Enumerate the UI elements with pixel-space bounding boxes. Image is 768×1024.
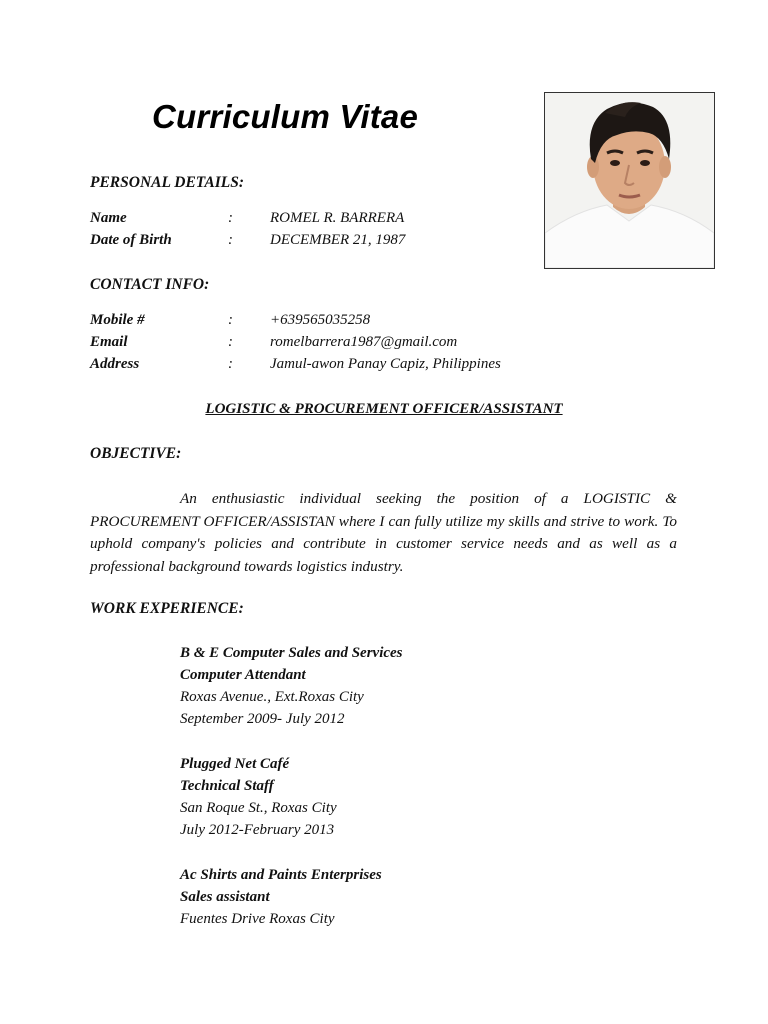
dob-label: Date of Birth: [90, 232, 172, 248]
email-value: romelbarrera1987@gmail.com: [270, 334, 458, 350]
dob-value: DECEMBER 21, 1987: [270, 232, 406, 248]
objective-text: An enthusiastic individual seeking the position of a LOGISTIC & PROCUREMENT OFFICER/ASSISTAN where I can fully utilize my skills and strive to work. To uphold company's policies and contribute in customer service needs and as well as a professional background towards logistics industry.: [90, 490, 677, 575]
name-value: ROMEL R. BARRERA: [270, 210, 405, 226]
job-role: Computer Attendant: [180, 667, 306, 683]
mobile-value: +639565035258: [270, 312, 371, 328]
mobile-label: Mobile #: [90, 312, 145, 328]
job-company: Ac Shirts and Paints Enterprises: [180, 867, 382, 883]
personal-details-heading: PERSONAL DETAILS:: [90, 174, 245, 191]
colon: :: [228, 312, 233, 328]
colon: :: [228, 232, 233, 248]
address-label: Address: [90, 356, 140, 372]
document-title: Curriculum Vitae: [152, 98, 419, 135]
name-label: Name: [90, 210, 127, 226]
job-role: Sales assistant: [180, 889, 270, 905]
colon: :: [228, 210, 233, 226]
address-value: Jamul-awon Panay Capiz, Philippines: [270, 356, 501, 372]
position-title: LOGISTIC & PROCUREMENT OFFICER/ASSISTANT: [205, 401, 563, 417]
work-entry: [180, 753, 337, 841]
contact-info-heading: CONTACT INFO:: [90, 276, 210, 293]
job-dates: July 2012-February 2013: [180, 822, 335, 838]
job-location: Roxas Avenue., Ext.Roxas City: [180, 689, 364, 705]
colon: :: [228, 334, 233, 350]
job-company: B & E Computer Sales and Services: [180, 645, 403, 661]
job-role: Technical Staff: [180, 778, 274, 794]
work-entry: [180, 642, 403, 730]
colon: :: [228, 356, 233, 372]
profile-photo: [544, 92, 715, 269]
job-location: Fuentes Drive Roxas City: [180, 911, 335, 927]
job-dates: September 2009- July 2012: [180, 711, 345, 727]
job-location: San Roque St., Roxas City: [180, 800, 337, 816]
objective-heading: OBJECTIVE:: [90, 445, 182, 462]
job-company: Plugged Net Café: [180, 756, 290, 772]
work-entry: [180, 864, 382, 930]
email-label: Email: [90, 334, 128, 350]
work-experience-heading: WORK EXPERIENCE:: [90, 600, 244, 617]
